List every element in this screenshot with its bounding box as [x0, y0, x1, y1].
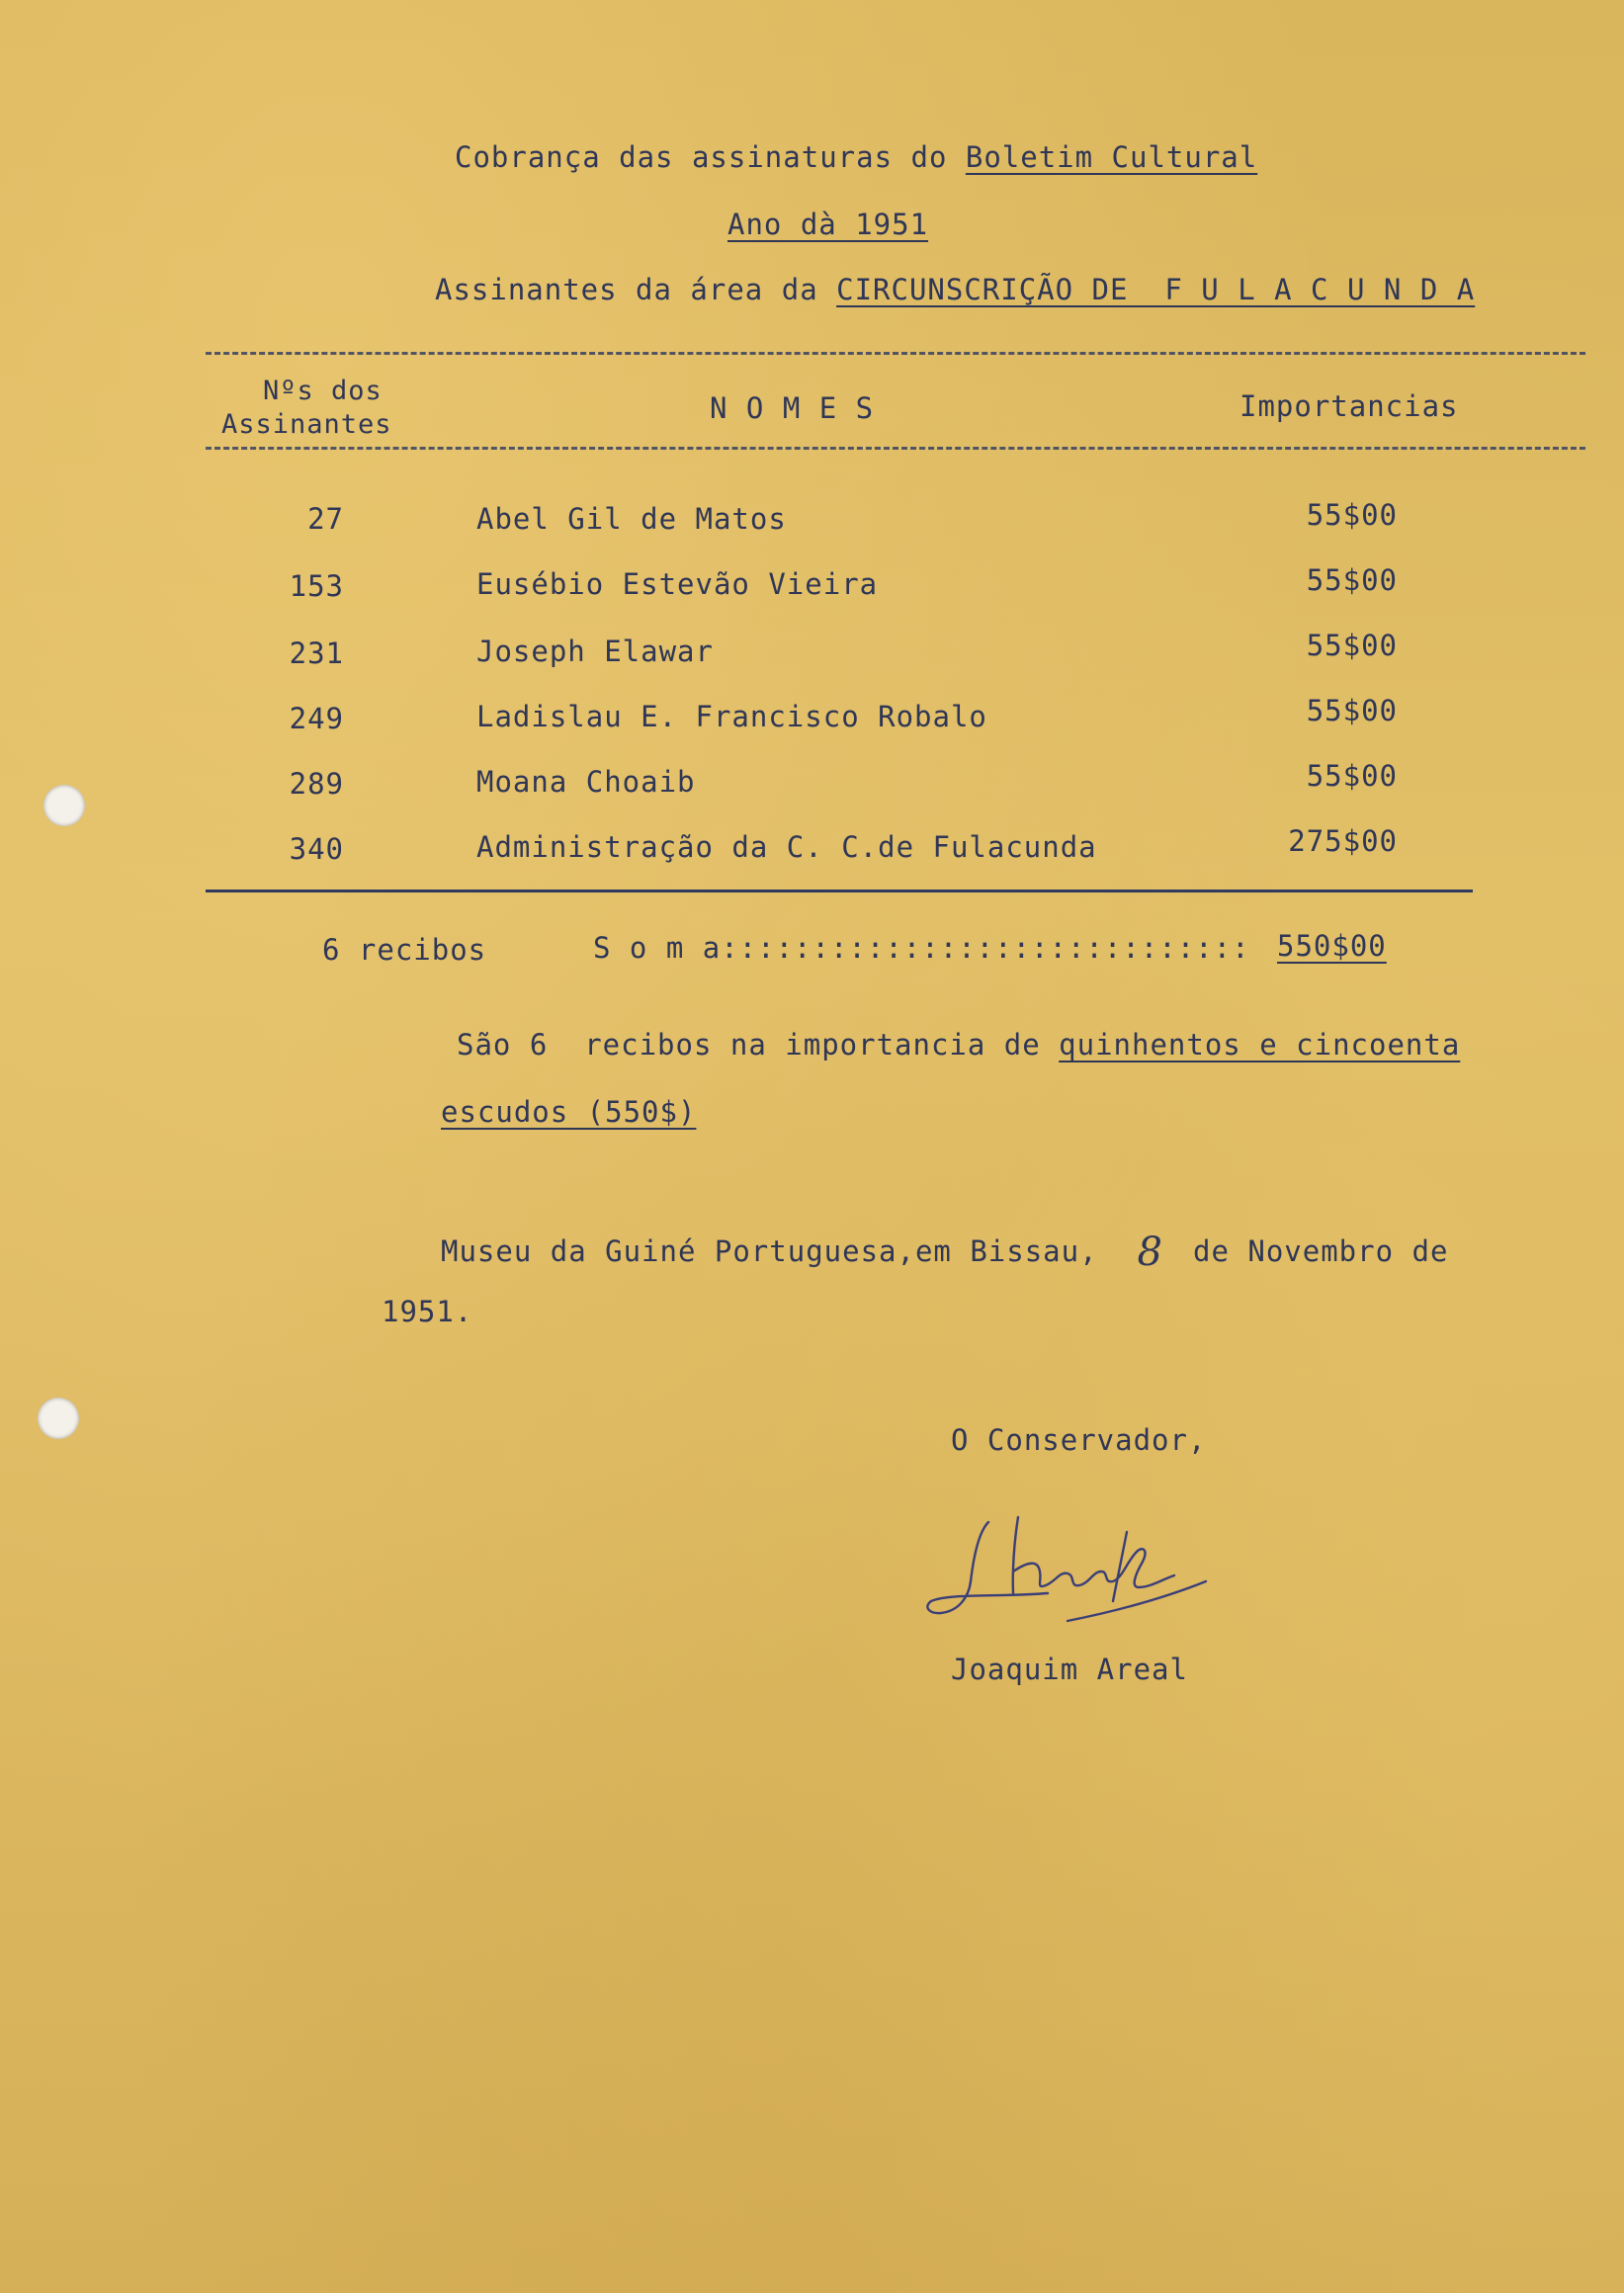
summary-line-2: escudos (550$): [441, 1095, 697, 1129]
col-header-amounts: Importancias: [1239, 389, 1459, 423]
date-year: 1951.: [382, 1295, 473, 1328]
col-header-number-1: Nºs dos: [263, 376, 383, 406]
subscriber-number: 153: [289, 569, 344, 603]
month: de Novembro de: [1193, 1234, 1449, 1268]
subscriber-number: 289: [289, 767, 344, 801]
subscriber-amount: 55$00: [1306, 629, 1398, 662]
area-name: CIRCUNSCRIÇÃO DE F U L A C U N D A: [836, 273, 1476, 306]
place-date-line: [441, 1226, 1449, 1275]
title-prefix: Cobrança das assinaturas do: [455, 140, 966, 174]
subscriber-name: Ladislau E. Francisco Robalo: [476, 700, 987, 733]
place: Museu da Guiné Portuguesa,em Bissau,: [441, 1234, 1098, 1268]
signatory-name: Joaquim Areal: [951, 1653, 1188, 1686]
subscriber-name: Abel Gil de Matos: [476, 502, 787, 536]
subscriber-amount: 275$00: [1288, 824, 1398, 858]
subscriber-amount: 55$00: [1306, 563, 1398, 597]
subscriber-amount: 55$00: [1306, 759, 1398, 793]
subscribers-area: [435, 273, 1475, 306]
subscriber-name: Joseph Elawar: [476, 635, 714, 668]
summary-prefix: São 6 recibos na importancia de: [457, 1028, 1060, 1062]
col-header-names: N O M E S: [710, 391, 875, 425]
table-header-rule: [206, 447, 1585, 450]
subscriber-number: 231: [289, 637, 344, 670]
receipts-count: 6 recibos: [322, 933, 487, 967]
subscriber-name: Moana Choaib: [476, 765, 696, 799]
subscriber-name: Administração da C. C.de Fulacunda: [476, 830, 1097, 864]
sum-value: 550$00: [1277, 929, 1387, 963]
area-prefix: Assinantes da área da: [435, 273, 837, 306]
signature-image: [919, 1502, 1236, 1641]
summary-amount-words: quinhentos e cincoenta: [1059, 1028, 1461, 1062]
sum-label: S o m a:::::::::::::::::::::::::::::: [593, 931, 1250, 965]
subscriber-amount: 55$00: [1306, 498, 1398, 532]
punch-hole-bottom: [38, 1398, 79, 1439]
table-top-rule: [206, 352, 1585, 355]
signatory-role: O Conservador,: [951, 1423, 1207, 1457]
handwritten-day: 8: [1137, 1230, 1163, 1275]
subscriber-number: 340: [289, 832, 344, 866]
subscriber-amount: 55$00: [1306, 694, 1398, 727]
document-title: [455, 140, 1257, 174]
subscriber-number: 27: [307, 502, 344, 536]
subscriber-name: Eusébio Estevão Vieira: [476, 567, 879, 601]
punch-hole-top: [43, 785, 85, 826]
title-publication: Boletim Cultural: [965, 140, 1258, 174]
table-bottom-rule: [206, 890, 1473, 892]
document-year: Ano dà 1951: [727, 208, 929, 241]
col-header-number-2: Assinantes: [221, 409, 392, 440]
summary-line-1: [457, 1028, 1460, 1062]
subscriber-number: 249: [289, 702, 344, 735]
